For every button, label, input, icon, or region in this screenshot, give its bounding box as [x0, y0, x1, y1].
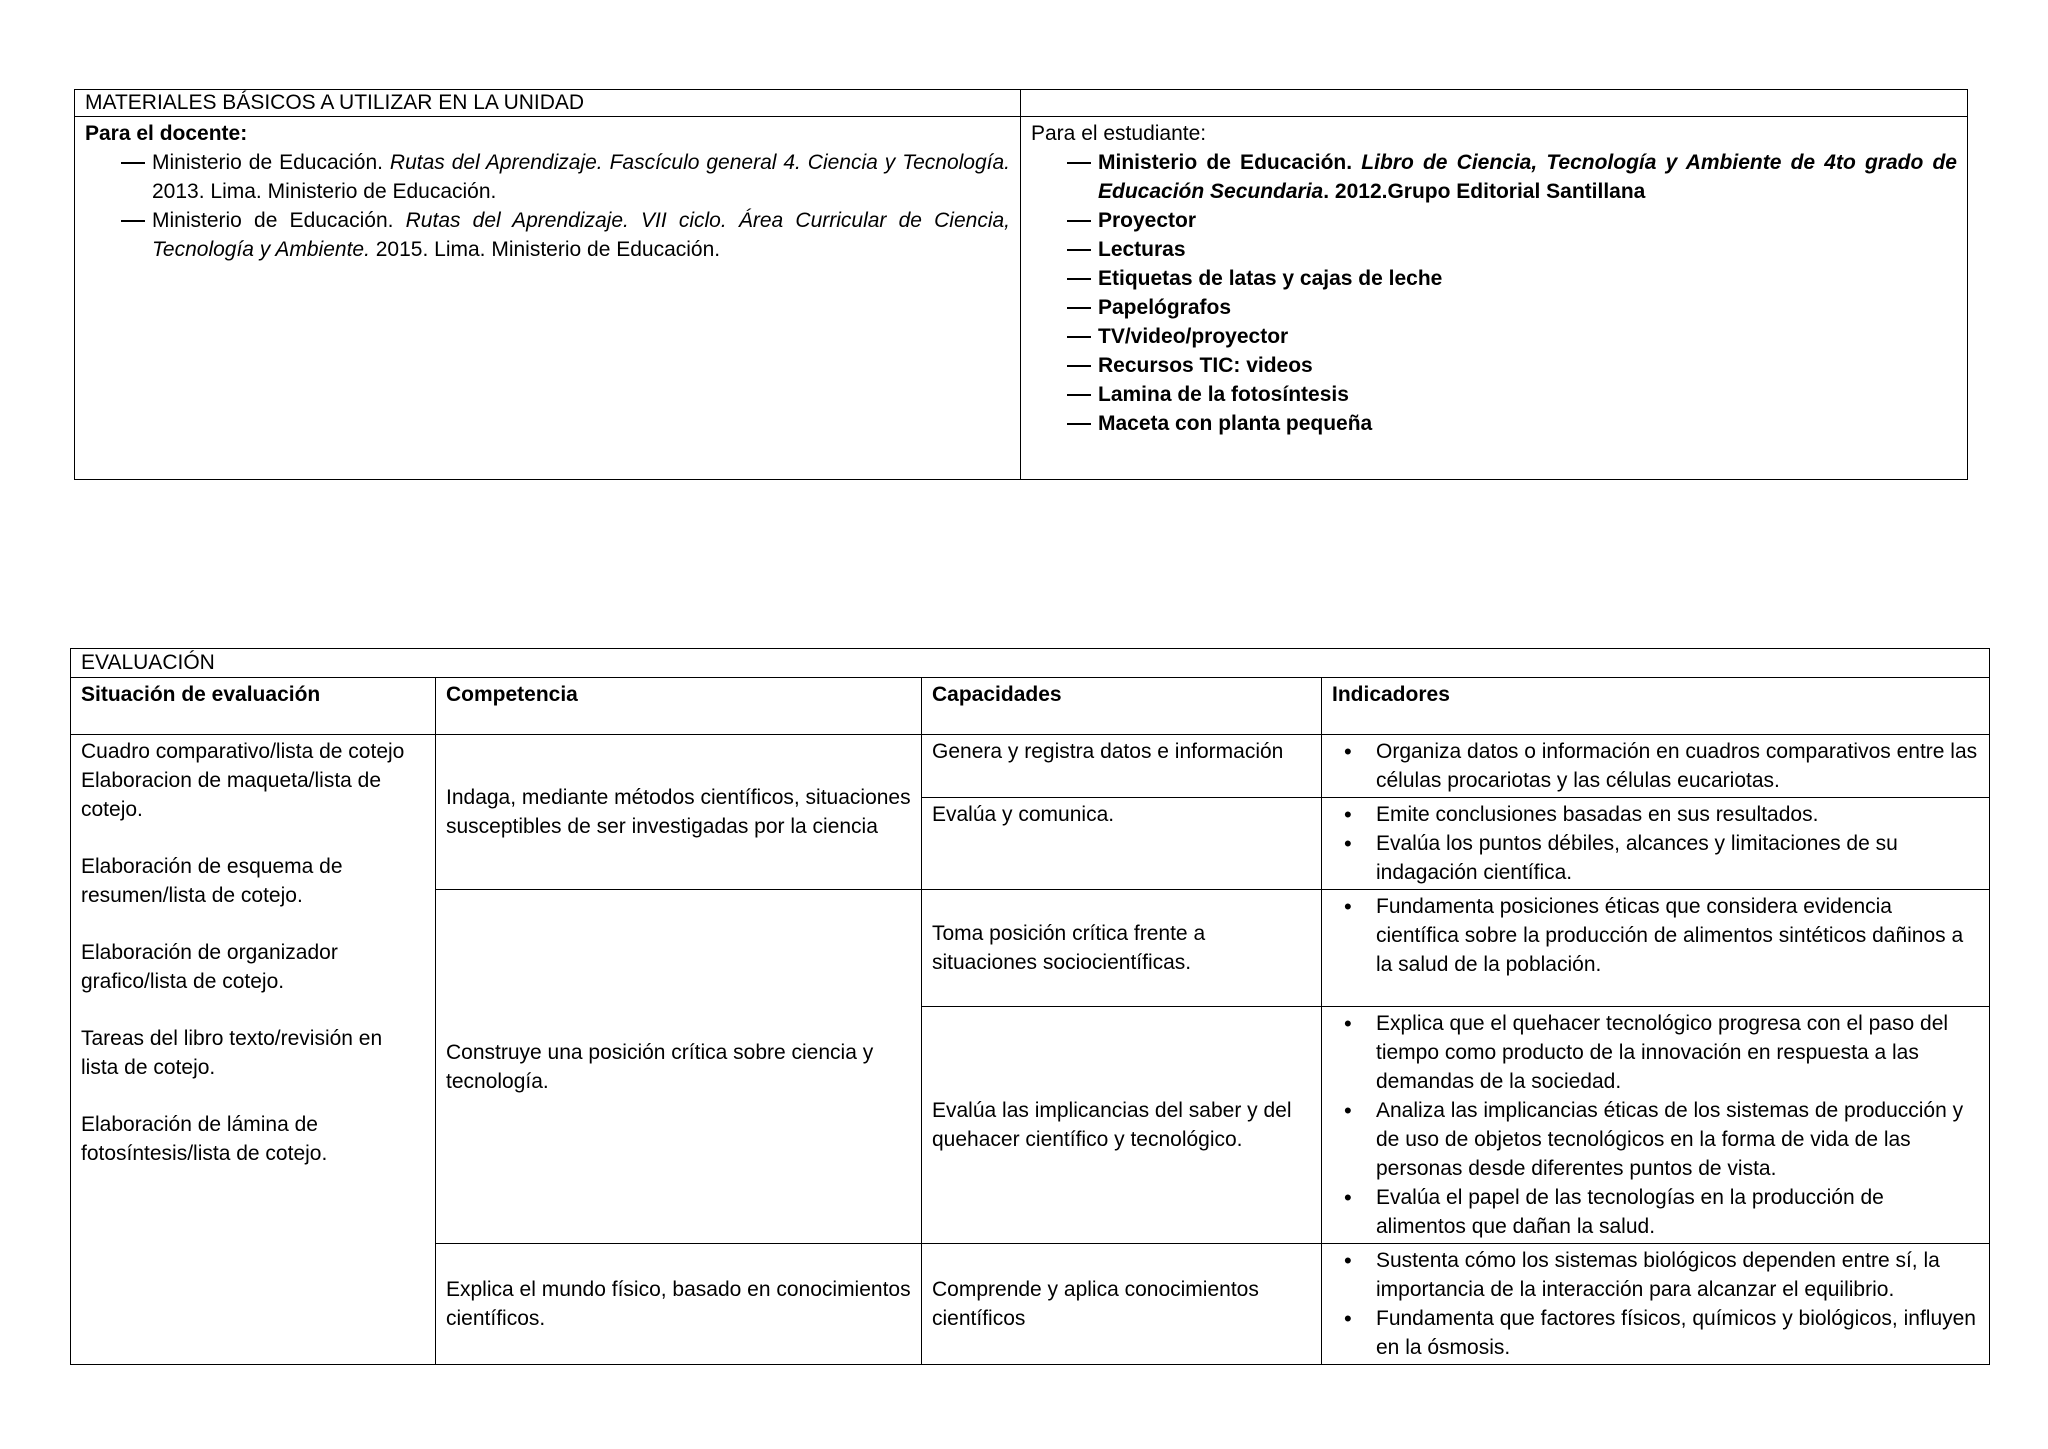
indicador-item: • Emite conclusiones basadas en sus resultados. [1332, 800, 1979, 829]
situacion-item: Elaboración de organizador grafico/lista de cotejo. [81, 941, 338, 993]
indicadores-cell [1322, 798, 1990, 890]
indicador-item: • Sustenta cómo los sistemas biológicos dependen entre sí, la importancia de la interacción para alcanzar el equilibrio. [1332, 1246, 1979, 1304]
evaluacion-table [70, 648, 1990, 1365]
docente-item: Ministerio de Educación. Rutas del Aprendizaje. Fascículo general 4. Ciencia y Tecnología. 2013. Lima. Ministerio de Educación. [85, 148, 1010, 206]
capacidad-cell: Toma posición crítica frente a situaciones sociocientíficas. [922, 890, 1322, 1007]
estudiante-item: Recursos TIC: videos [1031, 351, 1957, 380]
estudiante-item: Ministerio de Educación. Libro de Ciencia, Tecnología y Ambiente de 4to grado de Educación Secundaria. 2012.Grupo Editorial Santillana [1031, 148, 1957, 206]
header-capacidades: Capacidades [922, 678, 1322, 735]
materials-table [74, 89, 1968, 480]
estudiante-item: Proyector [1031, 206, 1957, 235]
estudiante-item: TV/video/proyector [1031, 322, 1957, 351]
competencia-cell: Construye una posición crítica sobre ciencia y tecnología. [436, 890, 922, 1244]
materials-title-empty-cell [1021, 90, 1968, 117]
indicador-item: • Organiza datos o información en cuadros comparativos entre las células procariotas y las células eucariotas. [1332, 737, 1979, 795]
situacion-item: Elaboración de lámina de fotosíntesis/lista de cotejo. [81, 1113, 328, 1165]
docente-list [85, 148, 1010, 264]
capacidad-cell: Evalúa las implicancias del saber y del quehacer científico y tecnológico. [922, 1007, 1322, 1244]
header-indicadores: Indicadores [1322, 678, 1990, 735]
indicadores-cell [1322, 1244, 1990, 1365]
estudiante-item: Maceta con planta pequeña [1031, 409, 1957, 438]
indicador-item: • Fundamenta que factores físicos, químicos y biológicos, influyen en la ósmosis. [1332, 1304, 1979, 1362]
indicador-item: • Evalúa los puntos débiles, alcances y limitaciones de su indagación científica. [1332, 829, 1979, 887]
estudiante-list [1031, 148, 1957, 438]
indicador-item: • Evalúa el papel de las tecnologías en la producción de alimentos que dañan la salud. [1332, 1183, 1979, 1241]
docente-cell [75, 117, 1021, 480]
capacidad-cell: Genera y registra datos e información [922, 735, 1322, 798]
docente-item: Ministerio de Educación. Rutas del Aprendizaje. VII ciclo. Área Curricular de Ciencia, Tecnología y Ambiente. 2015. Lima. Ministerio de Educación. [85, 206, 1010, 264]
competencia-cell: Indaga, mediante métodos científicos, situaciones susceptibles de ser investigadas por la ciencia [436, 735, 922, 890]
situacion-cell [71, 735, 436, 1365]
competencia-cell: Explica el mundo físico, basado en conocimientos científicos. [436, 1244, 922, 1365]
estudiante-cell [1021, 117, 1968, 480]
docente-heading: Para el docente: [85, 122, 248, 145]
evaluacion-title: EVALUACIÓN [71, 649, 1990, 678]
capacidad-cell: Evalúa y comunica. [922, 798, 1322, 890]
estudiante-item: Lecturas [1031, 235, 1957, 264]
capacidad-cell: Comprende y aplica conocimientos científicos [922, 1244, 1322, 1365]
indicadores-cell [1322, 1007, 1990, 1244]
situacion-item: Cuadro comparativo/lista de cotejo Elaboracion de maqueta/lista de cotejo. [81, 740, 405, 821]
indicadores-cell [1322, 735, 1990, 798]
estudiante-item: Lamina de la fotosíntesis [1031, 380, 1957, 409]
header-competencia: Competencia [436, 678, 922, 735]
estudiante-heading: Para el estudiante: [1031, 122, 1207, 145]
indicadores-cell [1322, 890, 1990, 1007]
estudiante-item: Papelógrafos [1031, 293, 1957, 322]
estudiante-item: Etiquetas de latas y cajas de leche [1031, 264, 1957, 293]
situacion-item: Elaboración de esquema de resumen/lista de cotejo. [81, 855, 343, 907]
indicador-item: • Analiza las implicancias éticas de los sistemas de producción y de uso de objetos tecnológicos en la forma de vida de las personas desde diferentes puntos de vista. [1332, 1096, 1979, 1183]
materials-title: MATERIALES BÁSICOS A UTILIZAR EN LA UNIDAD [75, 90, 1021, 117]
indicador-item: • Fundamenta posiciones éticas que considera evidencia científica sobre la producción de alimentos sintéticos dañinos a la salud de la población. [1332, 892, 1979, 979]
situacion-item: Tareas del libro texto/revisión en lista de cotejo. [81, 1027, 383, 1079]
header-situacion: Situación de evaluación [71, 678, 436, 735]
indicador-item: • Explica que el quehacer tecnológico progresa con el paso del tiempo como producto de la innovación en respuesta a las demandas de la sociedad. [1332, 1009, 1979, 1096]
